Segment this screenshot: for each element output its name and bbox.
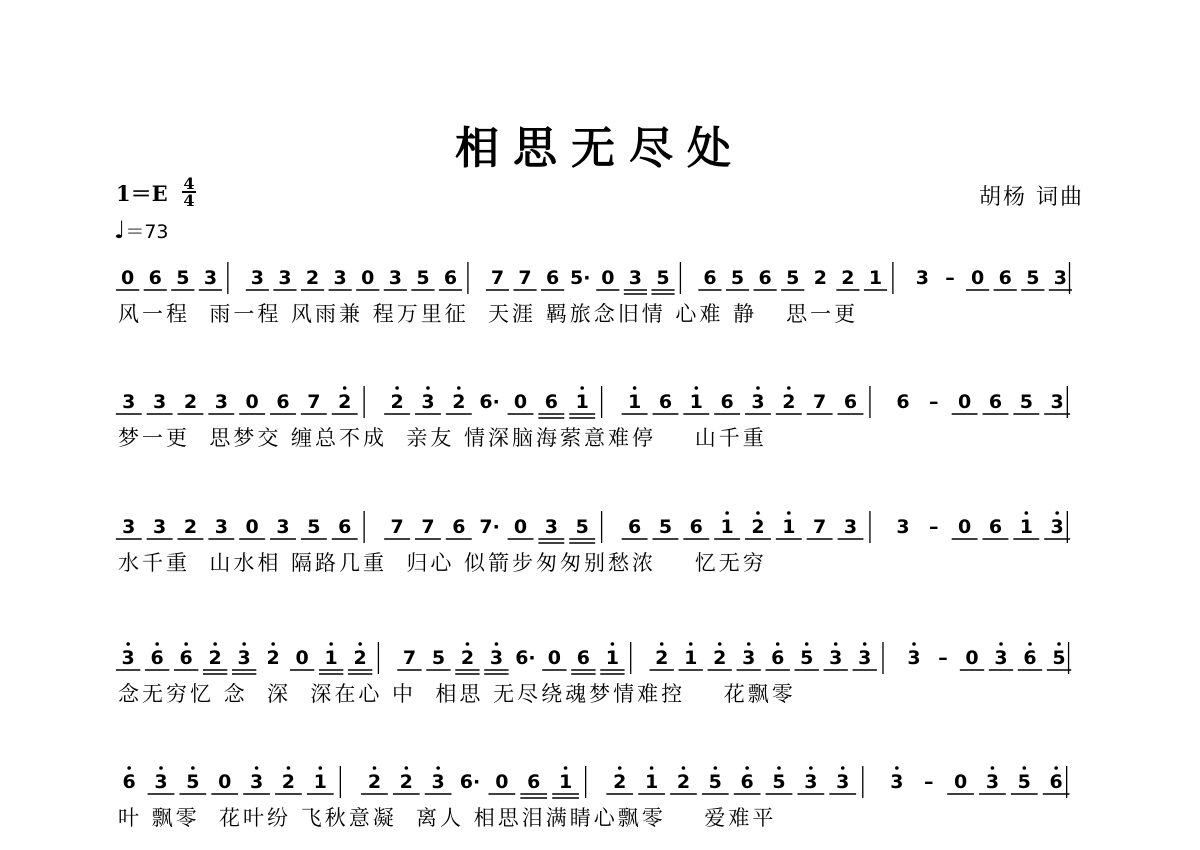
note: 3 [544, 516, 558, 538]
note: 6 [988, 516, 1003, 538]
note: 5 [186, 771, 200, 793]
note: 1 [782, 516, 796, 538]
octave-dot [329, 642, 333, 646]
note: 1 [558, 771, 573, 793]
note: 1 [684, 647, 698, 669]
lyrics-line: 梦一更 思梦交 缠总不成 亲友 情深脑海萦意难停 山千重 [118, 426, 767, 450]
note: – [929, 391, 939, 413]
note: 0 [958, 516, 972, 538]
note: 2 [281, 771, 296, 793]
note: – [945, 267, 955, 289]
note: 3 [489, 647, 504, 669]
lyrics-line: 叶 飘零 花叶纷 飞秋意凝 离人 相思泪满睛心飘零 爱难平 [118, 806, 777, 830]
lyrics-line: 风一程 雨一程 风雨兼 程万里征 天涯 羁旅念旧情 心难 静 思一更 [118, 302, 859, 326]
octave-dot [650, 766, 654, 770]
note: 0 [958, 391, 972, 413]
octave-dot [159, 766, 163, 770]
score-row [0, 382, 1200, 462]
octave-dot [713, 766, 717, 770]
note: 3 [276, 516, 290, 538]
octave-dot [999, 642, 1003, 646]
note: 3 [278, 267, 292, 289]
note: 3 [121, 647, 135, 669]
note: 3 [250, 267, 264, 289]
note: 7 [813, 391, 827, 413]
note: 1 [689, 391, 703, 413]
note: 2 [367, 771, 382, 793]
note: 7 [402, 647, 417, 669]
note: 7 [813, 516, 827, 538]
note: 3 [804, 771, 818, 793]
octave-dot [126, 642, 130, 646]
octave-dot [1025, 511, 1029, 515]
octave-dot [682, 766, 686, 770]
octave-dot [776, 642, 780, 646]
octave-dot [834, 642, 838, 646]
score-row [0, 762, 1200, 842]
note: 6 [150, 647, 164, 669]
octave-dot [841, 766, 845, 770]
note: 2 [676, 771, 691, 793]
octave-dot [287, 766, 291, 770]
note: 6 [988, 391, 1003, 413]
note: 3 [122, 516, 136, 538]
note: 3 [203, 267, 218, 289]
note: 0 [970, 267, 985, 289]
note: 6 [546, 267, 560, 289]
note: 2 [782, 391, 796, 413]
note: 3 [333, 267, 347, 289]
key-signature: 1＝E [116, 181, 168, 206]
note: 6 [443, 267, 458, 289]
note: 0 [295, 647, 309, 669]
note: 2 [305, 267, 320, 289]
note: 1 [627, 391, 642, 413]
octave-dot [756, 386, 760, 390]
note: 3 [388, 267, 402, 289]
octave-dot [805, 642, 809, 646]
note: 6 [627, 516, 642, 538]
note: 6· [459, 771, 481, 793]
octave-dot [618, 766, 622, 770]
note: 6 [689, 516, 703, 538]
note: 5· [570, 267, 591, 289]
note: 2 [353, 647, 367, 669]
octave-dot [912, 642, 916, 646]
note: 6 [148, 267, 162, 289]
note: 6 [576, 647, 591, 669]
note: 3 [994, 647, 1008, 669]
note: 5 [176, 267, 190, 289]
note: 6 [740, 771, 754, 793]
note: 3 [237, 647, 251, 669]
octave-dot [404, 766, 408, 770]
note: 6· [479, 391, 500, 413]
octave-dot [1057, 642, 1061, 646]
note: 6 [658, 391, 673, 413]
note: 6 [276, 391, 290, 413]
note: 3 [153, 391, 167, 413]
note: 2 [452, 391, 466, 413]
note: 2 [266, 647, 280, 669]
note: 5 [656, 267, 670, 289]
octave-dot [318, 766, 322, 770]
octave-dot [242, 642, 246, 646]
note: 6 [527, 771, 541, 793]
note: 6 [544, 391, 558, 413]
tempo-marking [114, 216, 169, 244]
note: 5 [772, 771, 786, 793]
note: 5 [1026, 267, 1040, 289]
octave-dot [255, 766, 259, 770]
octave-dot [694, 386, 698, 390]
note: 1 [644, 771, 659, 793]
octave-dot [747, 642, 751, 646]
octave-dot [1022, 766, 1026, 770]
octave-dot [395, 386, 399, 390]
note: 2 [338, 391, 352, 413]
note: 5 [1017, 771, 1031, 793]
note: 6 [843, 391, 858, 413]
octave-dot [863, 642, 867, 646]
note: 2 [208, 647, 222, 669]
lyrics-line: 水千重 山水相 隔路几重 归心 似箭步匆匆别愁浓 忆无穷 [118, 551, 767, 575]
octave-dot [756, 511, 760, 515]
note: 7 [390, 516, 404, 538]
note: 0 [245, 391, 259, 413]
note: 5 [786, 267, 800, 289]
note: 1 [313, 771, 327, 793]
author-credit: 胡杨 词曲 [979, 185, 1084, 210]
octave-dot [745, 766, 749, 770]
octave-dot [271, 642, 275, 646]
octave-dot [184, 642, 188, 646]
note: 3 [836, 771, 850, 793]
note: 6 [452, 516, 466, 538]
note: 1 [575, 391, 589, 413]
note: 7 [518, 267, 532, 289]
note: 3 [985, 771, 1000, 793]
note: 6 [122, 771, 136, 793]
note: 3 [421, 391, 435, 413]
score-title: 相思无尽处 [455, 123, 745, 174]
note: 5 [307, 516, 321, 538]
octave-dot [611, 642, 615, 646]
note: 2 [460, 647, 475, 669]
note: 1 [1019, 516, 1033, 538]
note: 2 [399, 771, 413, 793]
note: 6 [720, 391, 734, 413]
note: 2 [183, 391, 198, 413]
note: 2 [813, 267, 827, 289]
note: 3 [907, 647, 921, 669]
note: 5 [1052, 647, 1066, 669]
note: 5 [575, 516, 589, 538]
octave-dot [564, 766, 568, 770]
lyrics-line: 念无穷忆 念 深 深在心 中 相思 无尽绕魂梦情难控 花飘零 [118, 682, 796, 706]
meter-top: 4 [183, 174, 195, 193]
octave-dot [495, 642, 499, 646]
score-row [0, 507, 1200, 587]
note: 6 [998, 267, 1012, 289]
note: 2 [841, 267, 855, 289]
note: 3 [915, 267, 930, 289]
octave-dot [660, 642, 664, 646]
note: 3 [1050, 516, 1064, 538]
note: 1 [605, 647, 620, 669]
note: 6 [338, 516, 352, 538]
note: 6· [515, 647, 536, 669]
octave-dot [787, 386, 791, 390]
note: 3 [890, 771, 904, 793]
note: 2 [655, 647, 669, 669]
note: 1 [868, 267, 883, 289]
note: 6 [771, 647, 785, 669]
note: 5 [708, 771, 722, 793]
octave-dot [373, 766, 377, 770]
note: 5 [730, 267, 745, 289]
octave-dot [213, 642, 217, 646]
octave-dot [777, 766, 781, 770]
score-row [0, 638, 1200, 718]
score-row [0, 258, 1200, 338]
note: 0 [245, 516, 259, 538]
note: 3 [751, 391, 765, 413]
note: 3 [1053, 267, 1068, 289]
octave-dot [127, 766, 131, 770]
tempo-value: ＝73 [125, 220, 169, 243]
note: 1 [324, 647, 338, 669]
note: 5 [800, 647, 814, 669]
note: 6 [179, 647, 193, 669]
octave-dot [155, 642, 159, 646]
note: 3 [628, 267, 643, 289]
octave-dot [1055, 511, 1059, 515]
octave-dot [725, 511, 729, 515]
note: 3 [843, 516, 858, 538]
octave-dot [343, 386, 347, 390]
note: 7 [490, 267, 505, 289]
note: – [923, 771, 934, 793]
note: 3 [214, 516, 228, 538]
note: 3 [249, 771, 264, 793]
note: 3 [742, 647, 756, 669]
octave-dot [633, 386, 637, 390]
octave-dot [787, 511, 791, 515]
note: 2 [751, 516, 765, 538]
time-signature [182, 176, 196, 208]
quarter-note-icon: ♩ [114, 216, 126, 244]
note: 6 [758, 267, 772, 289]
note: 3 [153, 516, 167, 538]
note: 5 [416, 267, 430, 289]
note: 7 [307, 391, 321, 413]
meter-bottom: 4 [183, 191, 195, 210]
note: 5 [1019, 391, 1033, 413]
note: 7· [479, 516, 500, 538]
octave-dot [358, 642, 362, 646]
note: 0 [218, 771, 232, 793]
octave-dot [689, 642, 693, 646]
note: 5 [658, 516, 673, 538]
note: 6 [1049, 771, 1063, 793]
octave-dot [466, 642, 470, 646]
note: 0 [513, 516, 528, 538]
note: 0 [953, 771, 968, 793]
note: 7 [421, 516, 435, 538]
note: 0 [513, 391, 528, 413]
note: 2 [183, 516, 198, 538]
octave-dot [457, 386, 461, 390]
note: 3 [431, 771, 445, 793]
note: 0 [495, 771, 509, 793]
octave-dot [809, 766, 813, 770]
octave-dot [426, 386, 430, 390]
octave-dot [191, 766, 195, 770]
note: 6 [896, 391, 910, 413]
note: 2 [713, 647, 727, 669]
note: 3 [122, 391, 136, 413]
octave-dot [1054, 766, 1058, 770]
note: 3 [1050, 391, 1064, 413]
note: 3 [154, 771, 168, 793]
note: 2 [390, 391, 404, 413]
note: 3 [896, 516, 910, 538]
note: 5 [431, 647, 446, 669]
note: 0 [547, 647, 562, 669]
note: 3 [829, 647, 843, 669]
octave-dot [580, 386, 584, 390]
note: – [929, 516, 939, 538]
note: 0 [601, 267, 615, 289]
note: 0 [121, 267, 135, 289]
octave-dot [718, 642, 722, 646]
octave-dot [895, 766, 899, 770]
note: 0 [361, 267, 375, 289]
octave-dot [1028, 642, 1032, 646]
note: 1 [720, 516, 734, 538]
octave-dot [991, 766, 995, 770]
note: 6 [1023, 647, 1037, 669]
note: 3 [214, 391, 228, 413]
note: 2 [613, 771, 627, 793]
note: 3 [858, 647, 872, 669]
octave-dot [436, 766, 440, 770]
note: 0 [965, 647, 979, 669]
note: 6 [703, 267, 717, 289]
note: – [938, 647, 948, 669]
